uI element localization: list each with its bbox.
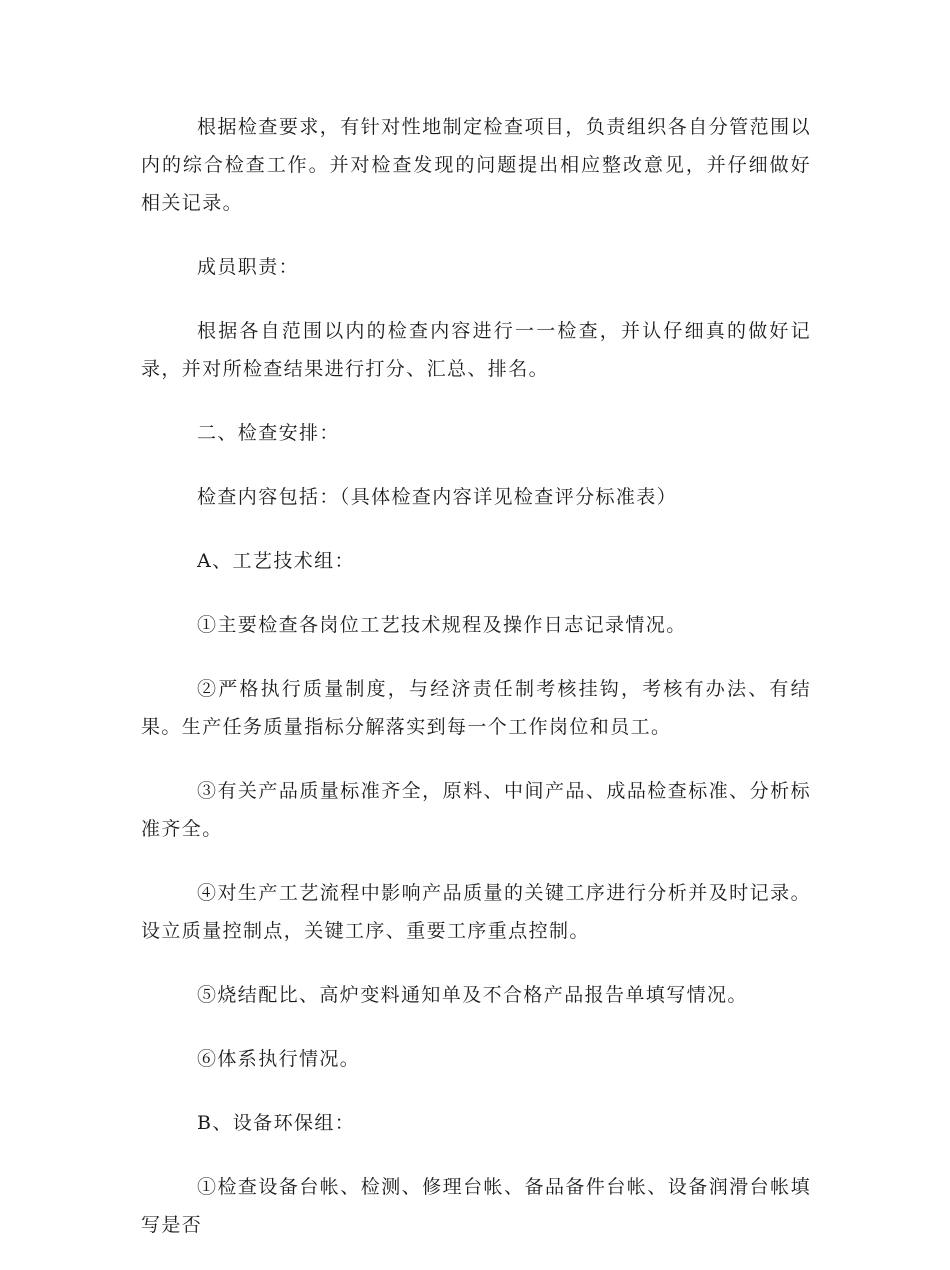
list-item-process-3: ③有关产品质量标准齐全，原料、中间产品、成品检查标准、分析标准齐全。 [141,780,811,840]
list-item-process-5: ⑤烧结配比、高炉变料通知单及不合格产品报告单填写情况。 [197,984,748,1006]
heading-member-duty: 成员职责： [197,256,300,278]
document-body [141,108,811,1270]
paragraph-member-duty: 根据各自范围以内的检查内容进行一一检查，并认仔细真的做好记录，并对所检查结果进行打分、汇总、排名。 [141,320,811,380]
list-item-process-4: ④对生产工艺流程中影响产品质量的关键工序进行分析并及时记录。设立质量控制点，关键工序、重要工序重点控制。 [141,882,811,942]
heading-equipment-group: B、设备环保组： [197,1112,356,1134]
list-item-process-2: ②严格执行质量制度，与经济责任制考核挂钩，考核有办法、有结果。生产任务质量指标分解落实到每一个工作岗位和员工。 [141,678,811,738]
list-item-process-6: ⑥体系执行情况。 [197,1048,361,1070]
paragraph-leader-duty: 根据检查要求，有针对性地制定检查项目，负责组织各自分管范围以内的综合检查工作。并对检查发现的问题提出相应整改意见，并仔细做好相关记录。 [141,116,811,214]
list-item-process-1: ①主要检查各岗位工艺技术规程及操作日志记录情况。 [197,614,687,636]
heading-inspection-arrangement: 二、检查安排： [197,422,340,444]
heading-process-group: A、工艺技术组： [197,550,355,572]
list-item-equipment-1: ①检查设备台帐、检测、修理台帐、备品备件台帐、设备润滑台帐填写是否 [141,1176,811,1236]
paragraph-inspection-content: 检查内容包括：（具体检查内容详见检查评分标准表） [197,486,678,508]
